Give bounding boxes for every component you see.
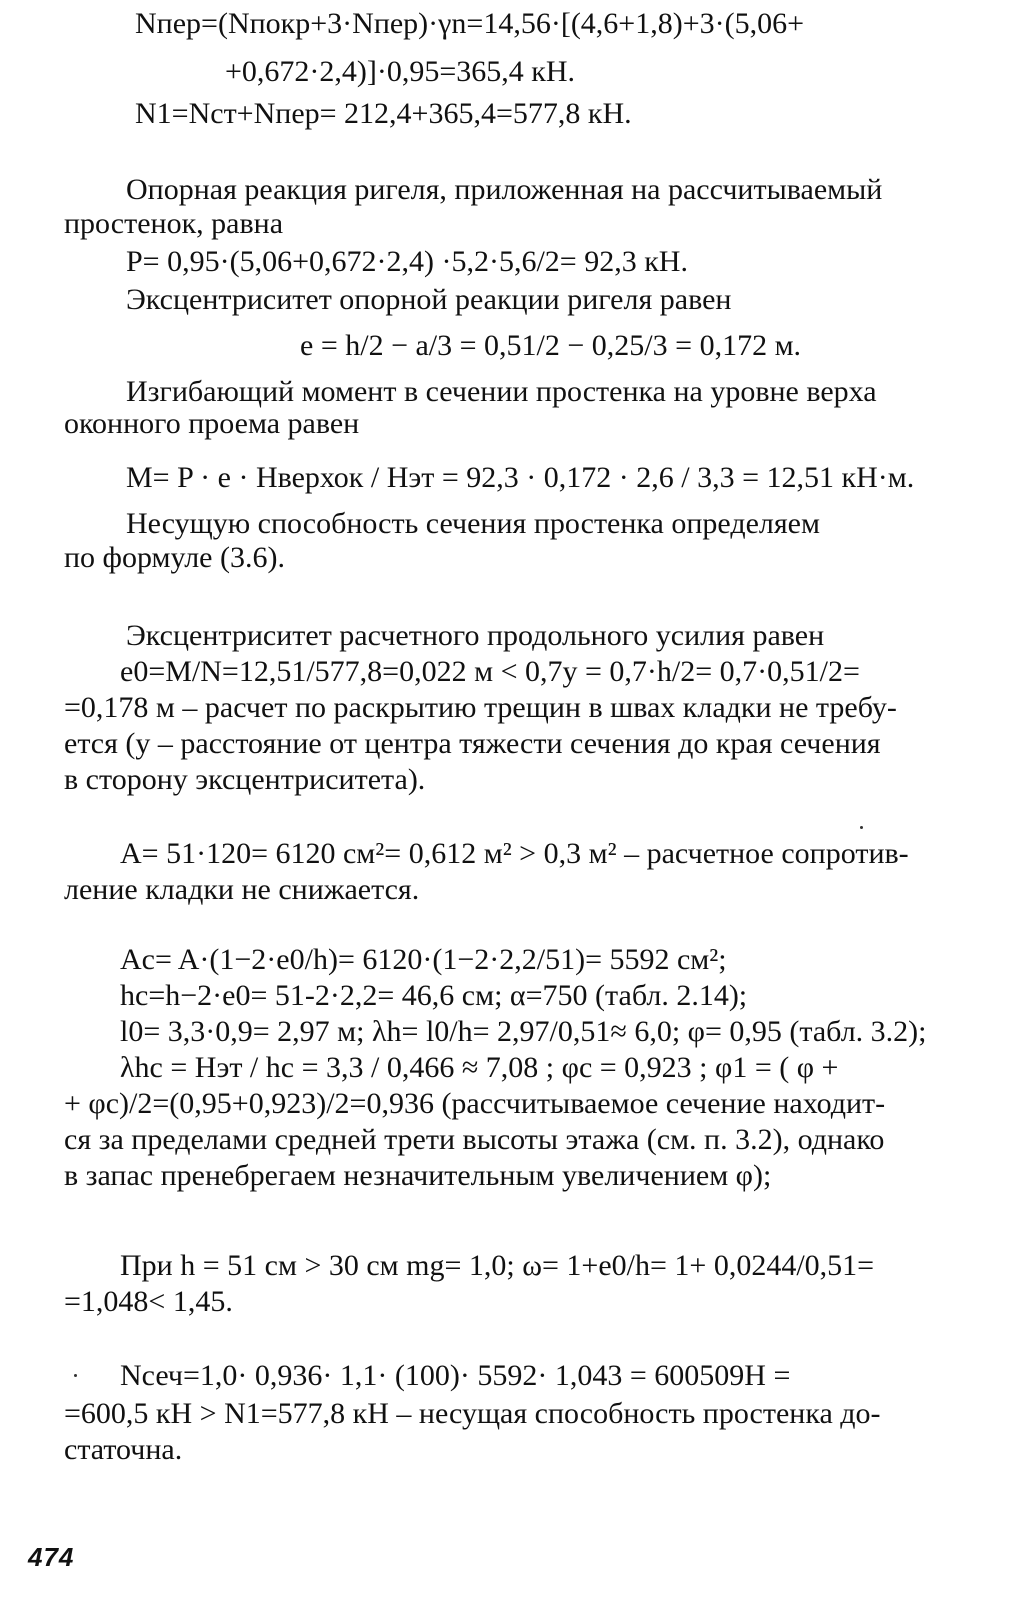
paragraph-phi-line-4: в запас пренебрегаем незначительным увеличением φ); xyxy=(64,1159,772,1192)
formula-reaction-p: P= 0,95·(5,06+0,672·2,4) ·5,2·5,6/2= 92,3 кН. xyxy=(126,245,688,278)
formula-hc: hc=h−2·e0= 51-2·2,2= 46,6 см; α=750 (табл. 2.14); xyxy=(120,979,748,1012)
paragraph-capacity-line-1: Несущую способность сечения простенка определяем xyxy=(126,507,820,540)
paragraph-reaction-line-1: Опорная реакция ригеля, приложенная на рассчитываемый xyxy=(126,173,883,206)
paragraph-capacity-line-2: по формуле (3.6). xyxy=(64,541,285,574)
paragraph-moment-line-2: оконного проема равен xyxy=(64,407,360,440)
paragraph-moment-line-1: Изгибающий момент в сечении простенка на уровне верха xyxy=(126,375,877,408)
formula-n-per: Nпер=(Nпокр+3·Nпер)·γn=14,56·[(4,6+1,8)+3·(5,06+ xyxy=(135,7,805,40)
paragraph-force-eccentricity-title: Эксцентриситет расчетного продольного усилия равен xyxy=(126,619,825,652)
formula-ac: Ac= A·(1−2·e0/h)= 6120·(1−2·2,2/51)= 5592 см²; xyxy=(120,943,727,976)
paragraph-result-line-3: статочна. xyxy=(64,1433,183,1466)
formula-area-a: A= 51·120= 6120 см²= 0,612 м² > 0,3 м² – расчетное сопротив- xyxy=(120,837,909,870)
paragraph-e0-line-3: ется (y – расстояние от центра тяжести сечения до края сечения xyxy=(64,727,881,760)
scan-speck xyxy=(860,826,863,829)
formula-moment-m: M= P · e · Hверхок / Hэт = 92,3 · 0,172 · 2,6 / 3,3 = 12,51 кН·м. xyxy=(126,461,915,494)
formula-n-sech: Nсеч=1,0· 0,936· 1,1· (100)· 5592· 1,043 = 600509Н = xyxy=(120,1359,791,1392)
formula-lambda-hc: λhc = Hэт / hc = 3,3 / 0,466 ≈ 7,08 ; φc = 0,923 ; φ1 = ( φ + xyxy=(120,1051,839,1084)
formula-n1: N1=Nст+Nпер= 212,4+365,4=577,8 кН. xyxy=(135,97,632,130)
paragraph-phi-line-2: + φc)/2=(0,95+0,923)/2=0,936 (рассчитываемое сечение находит- xyxy=(64,1087,886,1120)
formula-e0: e0=M/N=12,51/577,8=0,022 м < 0,7y = 0,7·h/2= 0,7·0,51/2= xyxy=(120,655,860,688)
paragraph-eccentricity-title: Эксцентриситет опорной реакции ригеля равен xyxy=(126,283,732,316)
page-number: 474 xyxy=(28,1542,75,1572)
formula-n-per-continued: +0,672·2,4)]·0,95=365,4 кН. xyxy=(225,55,576,88)
formula-eccentricity-e: e = h/2 − a/3 = 0,51/2 − 0,25/3 = 0,172 м. xyxy=(300,329,802,362)
paragraph-omega-line-2: =1,048< 1,45. xyxy=(64,1285,233,1318)
formula-mg-omega: При h = 51 см > 30 см mg= 1,0; ω= 1+e0/h= 1+ 0,0244/0,51= xyxy=(120,1249,875,1282)
formula-l0: l0= 3,3·0,9= 2,97 м; λh= l0/h= 2,97/0,51≈ 6,0; φ= 0,95 (табл. 3.2); xyxy=(120,1015,927,1048)
paragraph-e0-line-4: в сторону эксцентриситета). xyxy=(64,763,426,796)
paragraph-e0-line-2: =0,178 м – расчет по раскрытию трещин в швах кладки не требу- xyxy=(64,691,897,724)
paragraph-result-line-2: =600,5 кН > N1=577,8 кН – несущая способность простенка до- xyxy=(64,1397,881,1430)
paragraph-reaction-line-2: простенок, равна xyxy=(64,207,284,240)
paragraph-area-line-2: ление кладки не снижается. xyxy=(64,873,420,906)
scan-speck xyxy=(74,1374,77,1377)
paragraph-phi-line-3: ся за пределами средней трети высоты этажа (см. п. 3.2), однако xyxy=(64,1123,885,1156)
